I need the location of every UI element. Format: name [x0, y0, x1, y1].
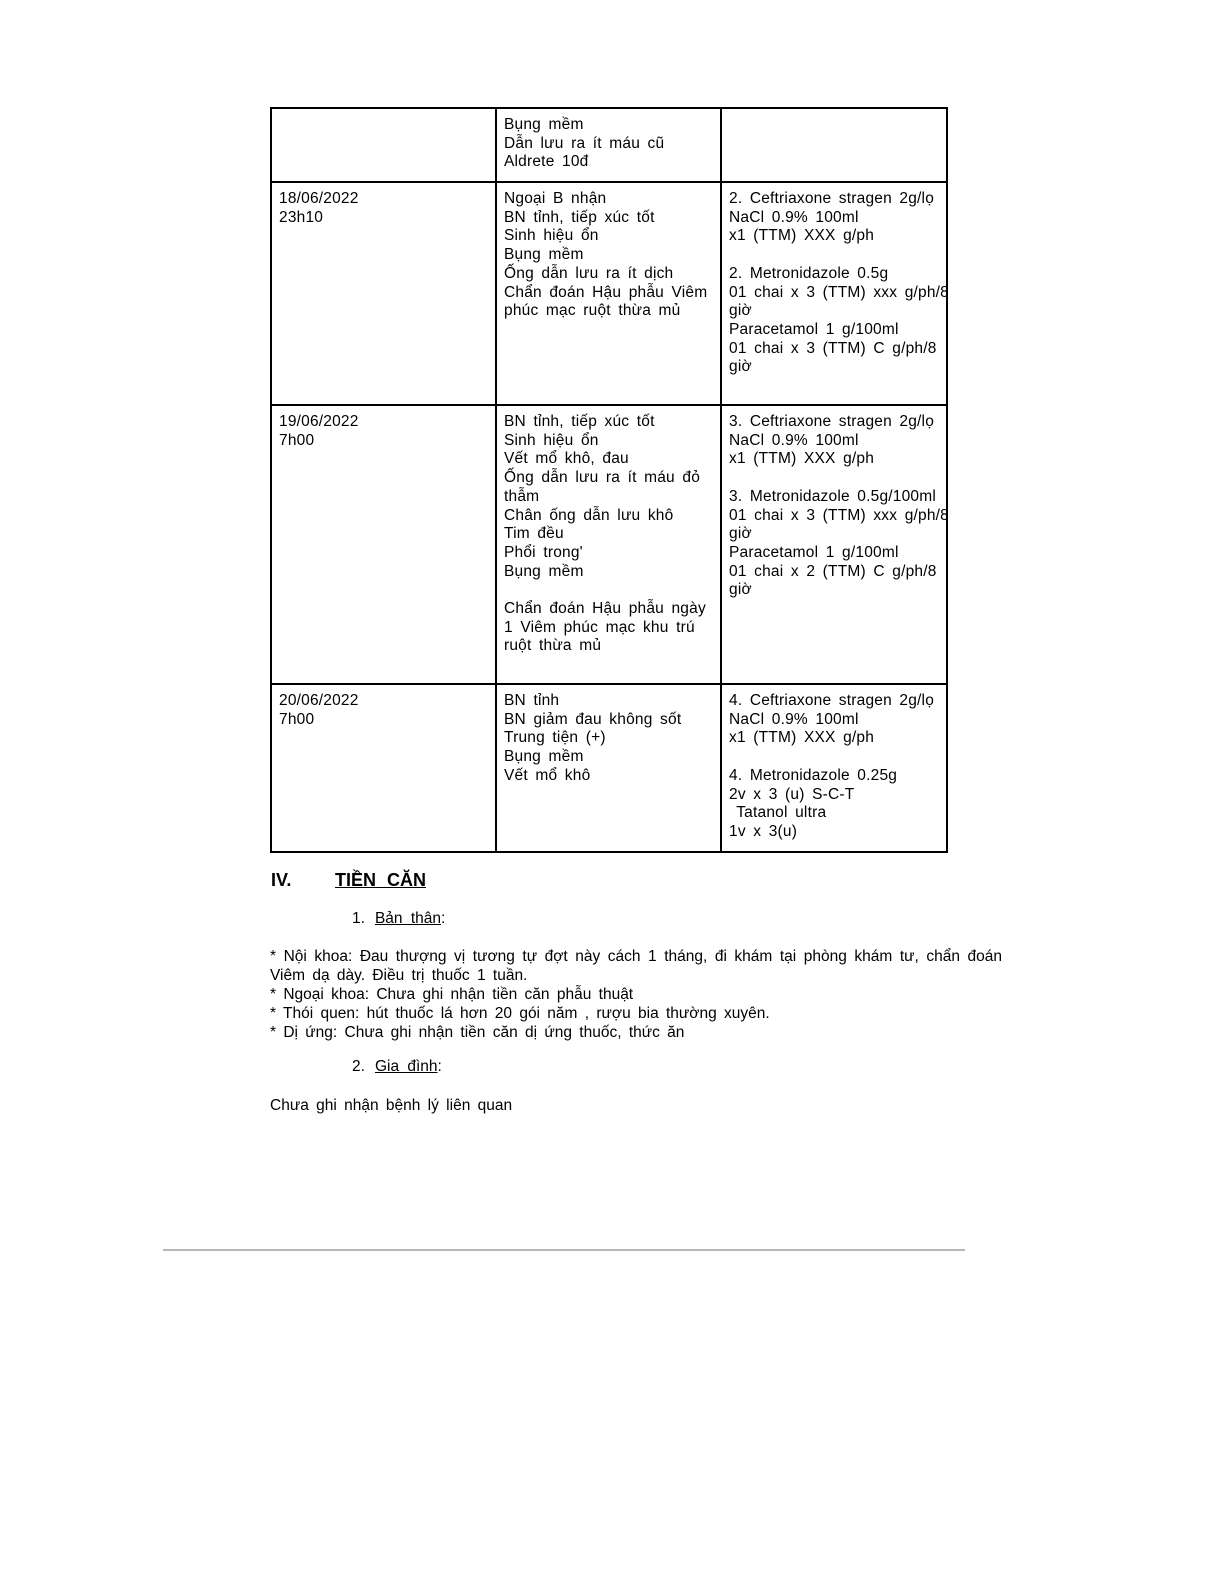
subheading-number: 2.: [352, 1058, 365, 1075]
progress-cell: [496, 108, 721, 182]
order-line: x1 (TTM) XXX g/ph: [729, 729, 875, 747]
blank-line: [729, 246, 946, 265]
progress-cell: [496, 182, 721, 405]
progress-line: BN tỉnh, tiếp xúc tốt: [504, 208, 655, 226]
order-line: 2. Ceftriaxone stragen 2g/lọ: [729, 190, 935, 207]
subheading-colon: :: [441, 910, 446, 927]
progress-line: Sinh hiệu ổn: [504, 431, 599, 449]
progress-line: BN tỉnh, tiếp xúc tốt: [504, 413, 655, 430]
date-cell: [271, 684, 496, 852]
subheading-family: [352, 1058, 442, 1076]
time-line: 7h00: [279, 710, 315, 728]
date-cell: [271, 182, 496, 405]
order-line: NaCl 0.9% 100ml: [729, 208, 859, 226]
orders-cell: [721, 182, 947, 405]
progress-line: Aldrete 10đ: [504, 153, 589, 171]
order-line: x1 (TTM) XXX g/ph: [729, 227, 875, 245]
order-line: giờ: [729, 358, 752, 376]
date-cell: [271, 405, 496, 684]
order-line: 3. Metronidazole 0.5g/100ml: [729, 487, 936, 505]
progress-line: Ống dẫn lưu ra ít máu đỏ: [504, 469, 701, 487]
progress-line: Sinh hiệu ổn: [504, 227, 599, 245]
subheading-number: 1.: [352, 910, 365, 927]
treatment-log-table: [270, 107, 948, 853]
history-allergy: * Dị ứng: Chưa ghi nhận tiền căn dị ứng thuốc, thức ăn: [270, 1024, 685, 1041]
date-line: 20/06/2022: [279, 692, 359, 709]
progress-line: phúc mạc ruột thừa mủ: [504, 302, 681, 320]
subheading-label: Bản thân: [374, 910, 441, 927]
order-line: 01 chai x 3 (TTM) xxx g/ph/8: [729, 283, 949, 301]
table-row: [271, 684, 947, 852]
subheading-personal: [352, 910, 445, 928]
table-row: [271, 182, 947, 405]
progress-line: Vết mổ khô, đau: [504, 450, 629, 468]
order-line: 4. Ceftriaxone stragen 2g/lọ: [729, 692, 935, 709]
progress-line: Phổi trong': [504, 543, 583, 561]
progress-line: Bụng mềm: [504, 562, 584, 580]
progress-cell: [496, 405, 721, 684]
order-line: NaCl 0.9% 100ml: [729, 431, 859, 449]
blank-line: [729, 469, 946, 488]
order-line: 01 chai x 3 (TTM) xxx g/ph/8: [729, 506, 949, 524]
progress-line: Bụng mềm: [504, 116, 584, 133]
table-row: [271, 108, 947, 182]
time-line: 7h00: [279, 431, 315, 449]
progress-line: BN giảm đau không sốt: [504, 710, 682, 728]
orders-cell: [721, 108, 947, 182]
progress-line: Chẩn đoán Hậu phẫu Viêm: [504, 283, 708, 301]
section-heading: [271, 870, 426, 891]
date-line: 19/06/2022: [279, 413, 359, 430]
date-line: 18/06/2022: [279, 190, 359, 207]
order-line: Paracetamol 1 g/100ml: [729, 320, 899, 338]
history-internal: * Nội khoa: Đau thượng vị tương tự đợt này cách 1 tháng, đi khám tại phòng khám tư, chẩn đoán Viêm dạ dày. Điều trị thuốc 1 tuần.: [270, 948, 1002, 984]
time-line: 23h10: [279, 208, 324, 226]
blank-line: [729, 748, 946, 767]
progress-line: Bụng mềm: [504, 748, 584, 766]
progress-line: thẫm: [504, 487, 540, 505]
table-row: [271, 405, 947, 684]
order-line: giờ: [729, 525, 752, 543]
progress-line: Chân ống dẫn lưu khô: [504, 506, 674, 524]
order-line: NaCl 0.9% 100ml: [729, 710, 859, 728]
order-line: 1v x 3(u): [729, 822, 798, 840]
progress-line: Tim đều: [504, 525, 564, 543]
progress-cell: [496, 684, 721, 852]
progress-line: Bụng mềm: [504, 246, 584, 264]
progress-line: Vết mổ khô: [504, 766, 591, 784]
order-line: 2. Metronidazole 0.5g: [729, 264, 889, 282]
order-line: Tatanol ultra: [729, 804, 827, 822]
order-line: 01 chai x 2 (TTM) C g/ph/8: [729, 562, 937, 580]
order-line: giờ: [729, 581, 752, 599]
blank-line: [504, 581, 720, 600]
progress-line: Dẫn lưu ra ít máu cũ: [504, 134, 665, 152]
family-history-text: Chưa ghi nhận bệnh lý liên quan: [270, 1097, 513, 1114]
subheading-colon: :: [437, 1058, 442, 1075]
orders-cell: [721, 405, 947, 684]
order-line: giờ: [729, 302, 752, 320]
order-line: 01 chai x 3 (TTM) C g/ph/8: [729, 339, 937, 357]
progress-line: Chẩn đoán Hậu phẫu ngày: [504, 600, 706, 618]
progress-line: BN tỉnh: [504, 692, 560, 709]
progress-line: Trung tiện (+): [504, 729, 606, 747]
section-title: TIỀN CĂN: [335, 870, 426, 890]
progress-line: ruột thừa mủ: [504, 637, 602, 655]
page-divider: [163, 1249, 965, 1251]
subheading-label: Gia đình: [374, 1058, 438, 1075]
order-line: 3. Ceftriaxone stragen 2g/lọ: [729, 413, 935, 430]
order-line: Paracetamol 1 g/100ml: [729, 543, 899, 561]
history-habits: * Thói quen: hút thuốc lá hơn 20 gói năm , rượu bia thường xuyên.: [270, 1005, 770, 1022]
progress-line: 1 Viêm phúc mạc khu trú: [504, 618, 695, 636]
progress-line: Ngoại B nhận: [504, 190, 607, 207]
history-surgical: * Ngoại khoa: Chưa ghi nhận tiền căn phẫu thuật: [270, 986, 634, 1003]
progress-line: Ống dẫn lưu ra ít dịch: [504, 264, 674, 282]
order-line: 4. Metronidazole 0.25g: [729, 766, 898, 784]
order-line: 2v x 3 (u) S-C-T: [729, 785, 855, 803]
section-number: IV.: [271, 870, 292, 890]
orders-cell: [721, 684, 947, 852]
date-cell: [271, 108, 496, 182]
order-line: x1 (TTM) XXX g/ph: [729, 450, 875, 468]
